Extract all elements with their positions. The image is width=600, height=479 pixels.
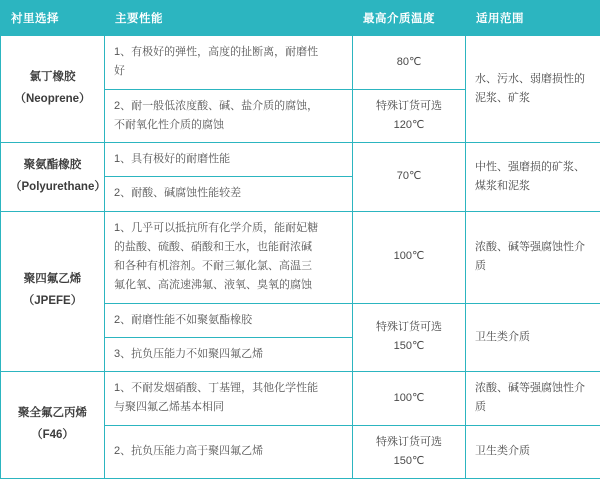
max-temperature-cell: 80℃: [353, 36, 466, 90]
application-scope-cell: 中性、强磨损的矿浆、 煤浆和泥浆: [466, 143, 600, 212]
application-scope-cell: 卫生类介质: [466, 425, 600, 479]
lining-material-name: 聚全氟乙丙烯 （F46）: [1, 372, 105, 479]
performance-cell: 3、抗负压能力不如聚四氟乙烯: [105, 337, 353, 371]
performance-cell: 2、耐一般低浓度酸、碱、盐介质的腐蚀， 不耐氧化性介质的腐蚀: [105, 89, 353, 143]
max-temperature-cell: 特殊订货可选 150℃: [353, 425, 466, 479]
header-lining-selection: 衬里选择: [1, 1, 105, 36]
max-temperature-cell: 100℃: [353, 372, 466, 426]
table-header: [1, 1, 600, 36]
header-application-scope: 适用范围: [466, 1, 600, 36]
performance-cell: 2、耐磨性能不如聚氨酯橡胶: [105, 303, 353, 337]
lining-material-name: 氯丁橡胶 （Neoprene）: [1, 36, 105, 143]
table-row: [1, 36, 600, 90]
header-max-medium-temperature: 最高介质温度: [353, 1, 466, 36]
performance-cell: 2、耐酸、碱腐蚀性能较差: [105, 177, 353, 211]
max-temperature-cell: 100℃: [353, 211, 466, 303]
application-scope-cell: 浓酸、碱等强腐蚀性介 质: [466, 372, 600, 426]
table-row: [1, 143, 600, 177]
table-body: [1, 36, 600, 479]
lining-material-name: 聚四氟乙烯 （JPEFE）: [1, 211, 105, 372]
table-row: [1, 372, 600, 426]
max-temperature-cell: 特殊订货可选 120℃: [353, 89, 466, 143]
performance-cell: 1、不耐发烟硝酸、丁基锂，其他化学性能 与聚四氟乙烯基本相同: [105, 372, 353, 426]
table-row: [1, 211, 600, 303]
header-row: [1, 1, 600, 36]
application-scope-cell: 卫生类介质: [466, 303, 600, 372]
max-temperature-cell: 70℃: [353, 143, 466, 212]
performance-cell: 2、抗负压能力高于聚四氟乙烯: [105, 425, 353, 479]
header-main-performance: 主要性能: [105, 1, 353, 36]
lining-material-name: 聚氨酯橡胶 （Polyurethane）: [1, 143, 105, 212]
performance-cell: 1、几乎可以抵抗所有化学介质，能耐妃糖 的盐酸、硫酸、硝酸和王水，也能耐浓碱 和各种有机溶剂。不耐三氟化氯、高温三 氟化氧、高流速沸氟、液氧、臭氧的腐蚀: [105, 211, 353, 303]
performance-cell: 1、具有极好的耐磨性能: [105, 143, 353, 177]
max-temperature-cell: 特殊订货可选 150℃: [353, 303, 466, 372]
application-scope-cell: 水、污水、弱磨损性的 泥浆、矿浆: [466, 36, 600, 143]
application-scope-cell: 浓酸、碱等强腐蚀性介 质: [466, 211, 600, 303]
performance-cell: 1、有极好的弹性，高度的扯断离，耐磨性 好: [105, 36, 353, 90]
